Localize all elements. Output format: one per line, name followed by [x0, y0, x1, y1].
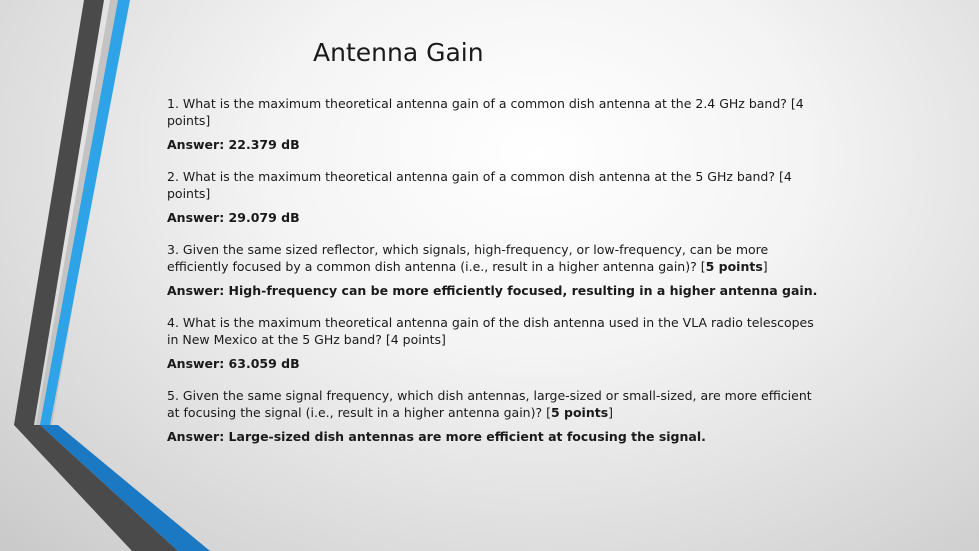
question-item-2 [167, 168, 827, 226]
question-main-text: 5. Given the same signal frequency, which dish antennas, large-sized or small-sized, are more efficient at focusing the signal (i.e., result in a higher antenna gain)? [ [167, 388, 812, 420]
answer-text: Answer: 63.059 dB [167, 356, 300, 371]
answer-text: Answer: 22.379 dB [167, 137, 300, 152]
question-text: 4. What is the maximum theoretical antenna gain of the dish antenna used in the VLA radio telescopes in New Mexico at the 5 GHz band? [4 points] [167, 315, 814, 347]
question-points: 5 points [705, 259, 763, 274]
question-text [167, 387, 827, 421]
answer-text: Answer: Large-sized dish antennas are more efficient at focusing the signal. [167, 429, 706, 444]
corner-dark-band [14, 425, 178, 551]
question-points: 5 points [550, 405, 609, 420]
answer-text: Answer: High-frequency can be more efficiently focused, resulting in a higher antenna gain. [167, 283, 818, 298]
answer-text: Answer: 29.079 dB [167, 210, 300, 225]
question-list [167, 95, 827, 460]
question-item-5 [167, 387, 827, 445]
question-item-1 [167, 95, 827, 153]
question-item-3 [167, 241, 827, 299]
question-text: 1. What is the maximum theoretical antenna gain of a common dish antenna at the 2.4 GHz band? [4 points] [167, 96, 804, 128]
question-end-text: ] [762, 259, 768, 274]
slide-title: Antenna Gain [313, 38, 484, 67]
question-item-4 [167, 314, 827, 372]
question-main-text: 3. Given the same sized reflector, which signals, high-frequency, or low-frequency, can be more efficiently focused by a common dish antenna (i.e., result in a higher antenna gain)? [ [167, 242, 769, 274]
question-end-text: ] [608, 405, 614, 420]
question-text: 2. What is the maximum theoretical antenna gain of a common dish antenna at the 5 GHz band? [4 points] [167, 169, 792, 201]
question-text [167, 241, 827, 275]
